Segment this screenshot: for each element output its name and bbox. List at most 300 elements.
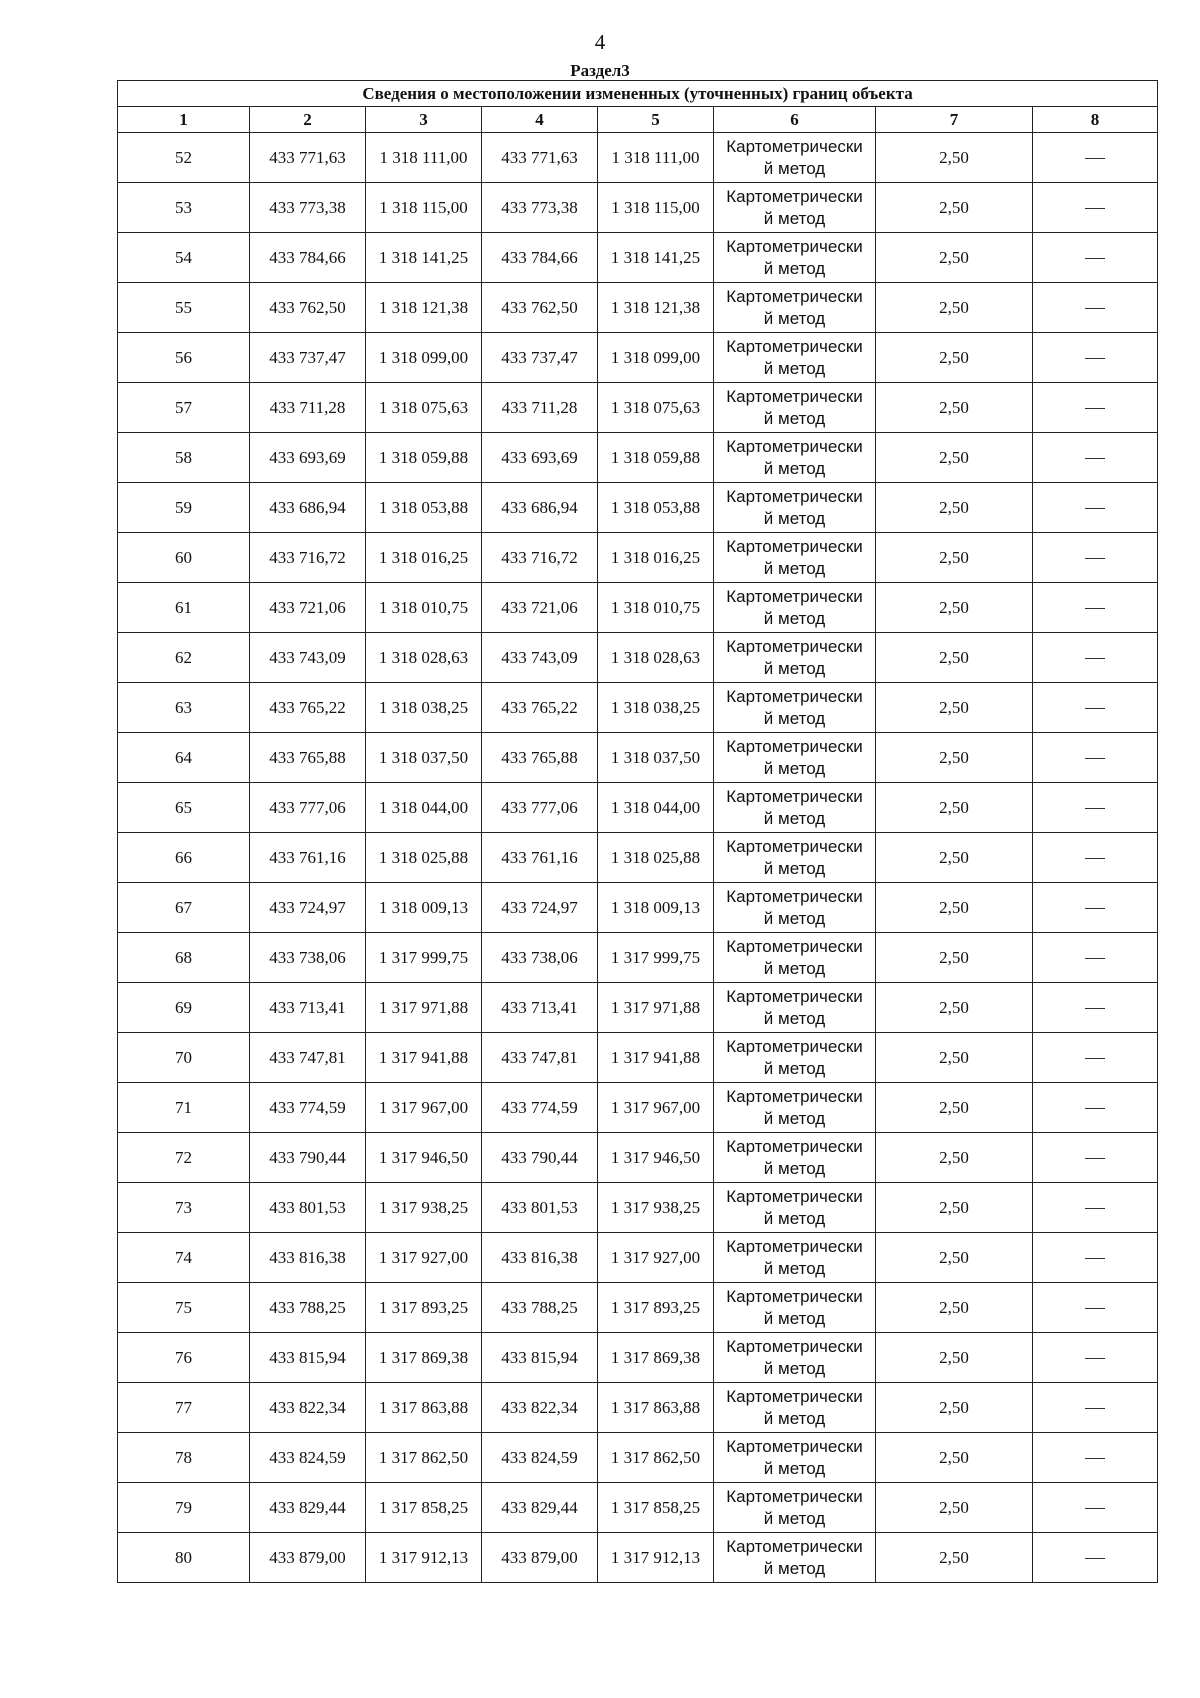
refined-y-cell: 1 317 927,00 bbox=[598, 1233, 714, 1283]
method-cell bbox=[714, 383, 876, 433]
table-row bbox=[118, 483, 1158, 533]
method-cell bbox=[714, 1283, 876, 1333]
table-row bbox=[118, 1433, 1158, 1483]
refined-y-cell: 1 318 053,88 bbox=[598, 483, 714, 533]
refined-x-cell: 433 721,06 bbox=[482, 583, 598, 633]
existing-x-cell: 433 724,97 bbox=[250, 883, 366, 933]
existing-y-cell: 1 317 971,88 bbox=[366, 983, 482, 1033]
method-cell bbox=[714, 233, 876, 283]
accuracy-cell: 2,50 bbox=[876, 833, 1033, 883]
refined-y-cell: 1 318 141,25 bbox=[598, 233, 714, 283]
method-text-line: Картометрически bbox=[726, 986, 863, 1006]
method-text-line: й метод bbox=[763, 608, 826, 628]
method-text-line: й метод bbox=[763, 858, 826, 878]
dash-mark bbox=[1085, 658, 1105, 659]
accuracy-cell: 2,50 bbox=[876, 133, 1033, 183]
description-cell bbox=[1033, 1533, 1158, 1583]
dash-mark bbox=[1085, 908, 1105, 909]
description-cell bbox=[1033, 1133, 1158, 1183]
method-text-line: й метод bbox=[763, 408, 826, 428]
existing-x-cell: 433 721,06 bbox=[250, 583, 366, 633]
point-number-cell: 60 bbox=[118, 533, 250, 583]
accuracy-cell: 2,50 bbox=[876, 1233, 1033, 1283]
point-number-cell: 52 bbox=[118, 133, 250, 183]
existing-y-cell: 1 317 863,88 bbox=[366, 1383, 482, 1433]
existing-x-cell: 433 777,06 bbox=[250, 783, 366, 833]
existing-y-cell: 1 317 967,00 bbox=[366, 1083, 482, 1133]
method-cell bbox=[714, 333, 876, 383]
existing-y-cell: 1 318 111,00 bbox=[366, 133, 482, 183]
accuracy-cell: 2,50 bbox=[876, 933, 1033, 983]
table-row bbox=[118, 1133, 1158, 1183]
method-text-line: Картометрически bbox=[726, 936, 863, 956]
method-text-line: й метод bbox=[763, 908, 826, 928]
point-number-cell: 63 bbox=[118, 683, 250, 733]
dash-mark bbox=[1085, 1508, 1105, 1509]
refined-y-cell: 1 317 869,38 bbox=[598, 1333, 714, 1383]
dash-mark bbox=[1085, 808, 1105, 809]
method-text-line: й метод bbox=[763, 1258, 826, 1278]
existing-y-cell: 1 318 016,25 bbox=[366, 533, 482, 583]
table-row bbox=[118, 1333, 1158, 1383]
refined-y-cell: 1 318 038,25 bbox=[598, 683, 714, 733]
existing-x-cell: 433 761,16 bbox=[250, 833, 366, 883]
point-number-cell: 74 bbox=[118, 1233, 250, 1283]
description-cell bbox=[1033, 983, 1158, 1033]
existing-x-cell: 433 747,81 bbox=[250, 1033, 366, 1083]
accuracy-cell: 2,50 bbox=[876, 1483, 1033, 1533]
column-number-6: 6 bbox=[714, 107, 876, 133]
method-text-line: Картометрически bbox=[726, 636, 863, 656]
point-number-cell: 64 bbox=[118, 733, 250, 783]
method-text-line: Картометрически bbox=[726, 1136, 863, 1156]
refined-x-cell: 433 801,53 bbox=[482, 1183, 598, 1233]
table-caption-row bbox=[118, 81, 1158, 107]
method-text-line: й метод bbox=[763, 308, 826, 328]
method-cell bbox=[714, 983, 876, 1033]
existing-y-cell: 1 318 044,00 bbox=[366, 783, 482, 833]
method-text-line: Картометрически bbox=[726, 1186, 863, 1206]
point-number-cell: 56 bbox=[118, 333, 250, 383]
point-number-cell: 73 bbox=[118, 1183, 250, 1233]
dash-mark bbox=[1085, 708, 1105, 709]
table-row bbox=[118, 183, 1158, 233]
existing-y-cell: 1 318 038,25 bbox=[366, 683, 482, 733]
description-cell bbox=[1033, 633, 1158, 683]
table-row bbox=[118, 1533, 1158, 1583]
dash-mark bbox=[1085, 858, 1105, 859]
dash-mark bbox=[1085, 1308, 1105, 1309]
dash-mark bbox=[1085, 508, 1105, 509]
accuracy-cell: 2,50 bbox=[876, 1133, 1033, 1183]
point-number-cell: 78 bbox=[118, 1433, 250, 1483]
existing-x-cell: 433 784,66 bbox=[250, 233, 366, 283]
dash-mark bbox=[1085, 1258, 1105, 1259]
method-cell bbox=[714, 1383, 876, 1433]
accuracy-cell: 2,50 bbox=[876, 233, 1033, 283]
method-cell bbox=[714, 1133, 876, 1183]
method-text-line: Картометрически bbox=[726, 236, 863, 256]
description-cell bbox=[1033, 383, 1158, 433]
refined-x-cell: 433 738,06 bbox=[482, 933, 598, 983]
table-row bbox=[118, 683, 1158, 733]
refined-x-cell: 433 762,50 bbox=[482, 283, 598, 333]
description-cell bbox=[1033, 1483, 1158, 1533]
refined-x-cell: 433 737,47 bbox=[482, 333, 598, 383]
method-text-line: Картометрически bbox=[726, 436, 863, 456]
method-cell bbox=[714, 583, 876, 633]
method-text-line: Картометрически bbox=[726, 736, 863, 756]
refined-y-cell: 1 318 037,50 bbox=[598, 733, 714, 783]
point-number-cell: 57 bbox=[118, 383, 250, 433]
method-text-line: Картометрически bbox=[726, 286, 863, 306]
description-cell bbox=[1033, 1183, 1158, 1233]
accuracy-cell: 2,50 bbox=[876, 983, 1033, 1033]
method-text-line: й метод bbox=[763, 708, 826, 728]
point-number-cell: 53 bbox=[118, 183, 250, 233]
method-text-line: й метод bbox=[763, 508, 826, 528]
existing-y-cell: 1 317 869,38 bbox=[366, 1333, 482, 1383]
description-cell bbox=[1033, 533, 1158, 583]
existing-y-cell: 1 317 999,75 bbox=[366, 933, 482, 983]
description-cell bbox=[1033, 1283, 1158, 1333]
refined-x-cell: 433 747,81 bbox=[482, 1033, 598, 1083]
existing-y-cell: 1 318 037,50 bbox=[366, 733, 482, 783]
existing-y-cell: 1 317 912,13 bbox=[366, 1533, 482, 1583]
accuracy-cell: 2,50 bbox=[876, 683, 1033, 733]
method-text-line: Картометрически bbox=[726, 1386, 863, 1406]
existing-x-cell: 433 765,88 bbox=[250, 733, 366, 783]
method-cell bbox=[714, 833, 876, 883]
existing-y-cell: 1 317 858,25 bbox=[366, 1483, 482, 1533]
description-cell bbox=[1033, 783, 1158, 833]
dash-mark bbox=[1085, 1558, 1105, 1559]
method-text-line: Картометрически bbox=[726, 1336, 863, 1356]
accuracy-cell: 2,50 bbox=[876, 1033, 1033, 1083]
column-number-8: 8 bbox=[1033, 107, 1158, 133]
refined-y-cell: 1 318 111,00 bbox=[598, 133, 714, 183]
method-text-line: Картометрически bbox=[726, 186, 863, 206]
method-text-line: Картометрически bbox=[726, 1436, 863, 1456]
refined-x-cell: 433 824,59 bbox=[482, 1433, 598, 1483]
refined-x-cell: 433 774,59 bbox=[482, 1083, 598, 1133]
existing-x-cell: 433 879,00 bbox=[250, 1533, 366, 1583]
refined-y-cell: 1 317 862,50 bbox=[598, 1433, 714, 1483]
section-title: Раздел3 bbox=[570, 61, 630, 80]
table-body bbox=[118, 133, 1158, 1583]
refined-y-cell: 1 318 121,38 bbox=[598, 283, 714, 333]
existing-x-cell: 433 738,06 bbox=[250, 933, 366, 983]
refined-x-cell: 433 771,63 bbox=[482, 133, 598, 183]
refined-y-cell: 1 317 941,88 bbox=[598, 1033, 714, 1083]
point-number-cell: 75 bbox=[118, 1283, 250, 1333]
existing-x-cell: 433 737,47 bbox=[250, 333, 366, 383]
column-number-row bbox=[118, 107, 1158, 133]
method-text-line: Картометрически bbox=[726, 1236, 863, 1256]
table-row bbox=[118, 983, 1158, 1033]
accuracy-cell: 2,50 bbox=[876, 1433, 1033, 1483]
point-number-cell: 67 bbox=[118, 883, 250, 933]
method-text-line: Картометрически bbox=[726, 786, 863, 806]
refined-y-cell: 1 318 059,88 bbox=[598, 433, 714, 483]
dash-mark bbox=[1085, 208, 1105, 209]
method-text-line: й метод bbox=[763, 758, 826, 778]
description-cell bbox=[1033, 683, 1158, 733]
existing-y-cell: 1 317 946,50 bbox=[366, 1133, 482, 1183]
table-row bbox=[118, 933, 1158, 983]
method-text-line: Картометрически bbox=[726, 486, 863, 506]
point-number-cell: 54 bbox=[118, 233, 250, 283]
description-cell bbox=[1033, 1433, 1158, 1483]
accuracy-cell: 2,50 bbox=[876, 633, 1033, 683]
method-text-line: й метод bbox=[763, 208, 826, 228]
table-row bbox=[118, 583, 1158, 633]
column-number-3: 3 bbox=[366, 107, 482, 133]
accuracy-cell: 2,50 bbox=[876, 883, 1033, 933]
description-cell bbox=[1033, 1383, 1158, 1433]
point-number-cell: 71 bbox=[118, 1083, 250, 1133]
table-row bbox=[118, 333, 1158, 383]
method-text-line: Картометрически bbox=[726, 386, 863, 406]
method-text-line: Картометрически bbox=[726, 686, 863, 706]
refined-x-cell: 433 815,94 bbox=[482, 1333, 598, 1383]
method-text-line: й метод bbox=[763, 1158, 826, 1178]
method-cell bbox=[714, 1083, 876, 1133]
method-text-line: Картометрически bbox=[726, 1086, 863, 1106]
method-cell bbox=[714, 633, 876, 683]
existing-y-cell: 1 317 927,00 bbox=[366, 1233, 482, 1283]
table-row bbox=[118, 883, 1158, 933]
description-cell bbox=[1033, 883, 1158, 933]
dash-mark bbox=[1085, 1408, 1105, 1409]
description-cell bbox=[1033, 1033, 1158, 1083]
method-text-line: Картометрически bbox=[726, 536, 863, 556]
refined-x-cell: 433 765,88 bbox=[482, 733, 598, 783]
method-cell bbox=[714, 133, 876, 183]
dash-mark bbox=[1085, 1158, 1105, 1159]
existing-y-cell: 1 318 059,88 bbox=[366, 433, 482, 483]
table-row bbox=[118, 783, 1158, 833]
column-number-7: 7 bbox=[876, 107, 1033, 133]
existing-y-cell: 1 317 893,25 bbox=[366, 1283, 482, 1333]
accuracy-cell: 2,50 bbox=[876, 183, 1033, 233]
description-cell bbox=[1033, 583, 1158, 633]
method-cell bbox=[714, 1183, 876, 1233]
existing-x-cell: 433 773,38 bbox=[250, 183, 366, 233]
existing-y-cell: 1 317 862,50 bbox=[366, 1433, 482, 1483]
description-cell bbox=[1033, 333, 1158, 383]
table-row bbox=[118, 1033, 1158, 1083]
existing-x-cell: 433 816,38 bbox=[250, 1233, 366, 1283]
existing-y-cell: 1 318 075,63 bbox=[366, 383, 482, 433]
refined-x-cell: 433 788,25 bbox=[482, 1283, 598, 1333]
table-row bbox=[118, 733, 1158, 783]
method-text-line: й метод bbox=[763, 808, 826, 828]
description-cell bbox=[1033, 233, 1158, 283]
point-number-cell: 77 bbox=[118, 1383, 250, 1433]
refined-y-cell: 1 317 946,50 bbox=[598, 1133, 714, 1183]
point-number-cell: 59 bbox=[118, 483, 250, 533]
existing-y-cell: 1 318 099,00 bbox=[366, 333, 482, 383]
table-row bbox=[118, 433, 1158, 483]
point-number-cell: 76 bbox=[118, 1333, 250, 1383]
existing-y-cell: 1 318 141,25 bbox=[366, 233, 482, 283]
method-text-line: Картометрически bbox=[726, 336, 863, 356]
existing-x-cell: 433 693,69 bbox=[250, 433, 366, 483]
table-row bbox=[118, 633, 1158, 683]
description-cell bbox=[1033, 1233, 1158, 1283]
refined-x-cell: 433 711,28 bbox=[482, 383, 598, 433]
existing-y-cell: 1 318 010,75 bbox=[366, 583, 482, 633]
refined-x-cell: 433 693,69 bbox=[482, 433, 598, 483]
existing-x-cell: 433 711,28 bbox=[250, 383, 366, 433]
accuracy-cell: 2,50 bbox=[876, 1183, 1033, 1233]
existing-x-cell: 433 771,63 bbox=[250, 133, 366, 183]
method-text-line: й метод bbox=[763, 1108, 826, 1128]
method-cell bbox=[714, 783, 876, 833]
existing-x-cell: 433 716,72 bbox=[250, 533, 366, 583]
dash-mark bbox=[1085, 1358, 1105, 1359]
refined-x-cell: 433 816,38 bbox=[482, 1233, 598, 1283]
refined-y-cell: 1 317 999,75 bbox=[598, 933, 714, 983]
dash-mark bbox=[1085, 458, 1105, 459]
refined-y-cell: 1 318 025,88 bbox=[598, 833, 714, 883]
refined-y-cell: 1 318 115,00 bbox=[598, 183, 714, 233]
refined-x-cell: 433 686,94 bbox=[482, 483, 598, 533]
table-row bbox=[118, 133, 1158, 183]
dash-mark bbox=[1085, 958, 1105, 959]
point-number-cell: 70 bbox=[118, 1033, 250, 1083]
refined-x-cell: 433 777,06 bbox=[482, 783, 598, 833]
description-cell bbox=[1033, 183, 1158, 233]
description-cell bbox=[1033, 1083, 1158, 1133]
method-cell bbox=[714, 433, 876, 483]
dash-mark bbox=[1085, 258, 1105, 259]
accuracy-cell: 2,50 bbox=[876, 333, 1033, 383]
dash-mark bbox=[1085, 1208, 1105, 1209]
method-text-line: Картометрически bbox=[726, 836, 863, 856]
existing-y-cell: 1 318 115,00 bbox=[366, 183, 482, 233]
method-cell bbox=[714, 283, 876, 333]
existing-x-cell: 433 824,59 bbox=[250, 1433, 366, 1483]
refined-y-cell: 1 317 912,13 bbox=[598, 1533, 714, 1583]
description-cell bbox=[1033, 1333, 1158, 1383]
point-number-cell: 65 bbox=[118, 783, 250, 833]
dash-mark bbox=[1085, 408, 1105, 409]
description-cell bbox=[1033, 133, 1158, 183]
refined-y-cell: 1 317 858,25 bbox=[598, 1483, 714, 1533]
accuracy-cell: 2,50 bbox=[876, 433, 1033, 483]
dash-mark bbox=[1085, 308, 1105, 309]
dash-mark bbox=[1085, 1458, 1105, 1459]
accuracy-cell: 2,50 bbox=[876, 383, 1033, 433]
page-number: 4 bbox=[594, 30, 606, 54]
refined-x-cell: 433 822,34 bbox=[482, 1383, 598, 1433]
description-cell bbox=[1033, 433, 1158, 483]
existing-x-cell: 433 822,34 bbox=[250, 1383, 366, 1433]
refined-y-cell: 1 318 075,63 bbox=[598, 383, 714, 433]
refined-x-cell: 433 790,44 bbox=[482, 1133, 598, 1183]
method-text-line: й метод bbox=[763, 558, 826, 578]
description-cell bbox=[1033, 933, 1158, 983]
table-row bbox=[118, 533, 1158, 583]
method-text-line: й метод bbox=[763, 1358, 826, 1378]
point-number-cell: 62 bbox=[118, 633, 250, 683]
method-text-line: Картометрически bbox=[726, 586, 863, 606]
point-number-cell: 72 bbox=[118, 1133, 250, 1183]
accuracy-cell: 2,50 bbox=[876, 583, 1033, 633]
method-cell bbox=[714, 1483, 876, 1533]
method-cell bbox=[714, 1433, 876, 1483]
table-row bbox=[118, 283, 1158, 333]
point-number-cell: 66 bbox=[118, 833, 250, 883]
dash-mark bbox=[1085, 1058, 1105, 1059]
method-text-line: й метод bbox=[763, 1508, 826, 1528]
refined-y-cell: 1 317 971,88 bbox=[598, 983, 714, 1033]
dash-mark bbox=[1085, 1108, 1105, 1109]
table-row bbox=[118, 1483, 1158, 1533]
method-cell bbox=[714, 533, 876, 583]
table-row bbox=[118, 1233, 1158, 1283]
boundary-coordinates-table bbox=[117, 80, 1158, 1583]
existing-x-cell: 433 788,25 bbox=[250, 1283, 366, 1333]
table-row bbox=[118, 383, 1158, 433]
existing-x-cell: 433 686,94 bbox=[250, 483, 366, 533]
refined-x-cell: 433 743,09 bbox=[482, 633, 598, 683]
refined-x-cell: 433 773,38 bbox=[482, 183, 598, 233]
refined-y-cell: 1 318 009,13 bbox=[598, 883, 714, 933]
point-number-cell: 79 bbox=[118, 1483, 250, 1533]
accuracy-cell: 2,50 bbox=[876, 1333, 1033, 1383]
description-cell bbox=[1033, 483, 1158, 533]
method-text-line: й метод bbox=[763, 158, 826, 178]
existing-x-cell: 433 790,44 bbox=[250, 1133, 366, 1183]
existing-y-cell: 1 317 938,25 bbox=[366, 1183, 482, 1233]
method-text-line: й метод bbox=[763, 1308, 826, 1328]
method-cell bbox=[714, 883, 876, 933]
existing-y-cell: 1 317 941,88 bbox=[366, 1033, 482, 1083]
refined-x-cell: 433 879,00 bbox=[482, 1533, 598, 1583]
table-row bbox=[118, 1183, 1158, 1233]
dash-mark bbox=[1085, 608, 1105, 609]
method-text-line: й метод bbox=[763, 1458, 826, 1478]
method-text-line: й метод bbox=[763, 658, 826, 678]
refined-x-cell: 433 716,72 bbox=[482, 533, 598, 583]
method-text-line: й метод bbox=[763, 1558, 826, 1578]
accuracy-cell: 2,50 bbox=[876, 733, 1033, 783]
point-number-cell: 69 bbox=[118, 983, 250, 1033]
refined-x-cell: 433 765,22 bbox=[482, 683, 598, 733]
accuracy-cell: 2,50 bbox=[876, 1383, 1033, 1433]
method-cell bbox=[714, 1233, 876, 1283]
existing-y-cell: 1 318 121,38 bbox=[366, 283, 482, 333]
method-text-line: й метод bbox=[763, 1208, 826, 1228]
method-text-line: й метод bbox=[763, 358, 826, 378]
existing-y-cell: 1 318 009,13 bbox=[366, 883, 482, 933]
refined-x-cell: 433 713,41 bbox=[482, 983, 598, 1033]
refined-y-cell: 1 317 863,88 bbox=[598, 1383, 714, 1433]
accuracy-cell: 2,50 bbox=[876, 283, 1033, 333]
dash-mark bbox=[1085, 558, 1105, 559]
existing-x-cell: 433 815,94 bbox=[250, 1333, 366, 1383]
point-number-cell: 68 bbox=[118, 933, 250, 983]
table-row bbox=[118, 1283, 1158, 1333]
point-number-cell: 58 bbox=[118, 433, 250, 483]
existing-x-cell: 433 762,50 bbox=[250, 283, 366, 333]
method-text-line: й метод bbox=[763, 258, 826, 278]
dash-mark bbox=[1085, 358, 1105, 359]
accuracy-cell: 2,50 bbox=[876, 533, 1033, 583]
